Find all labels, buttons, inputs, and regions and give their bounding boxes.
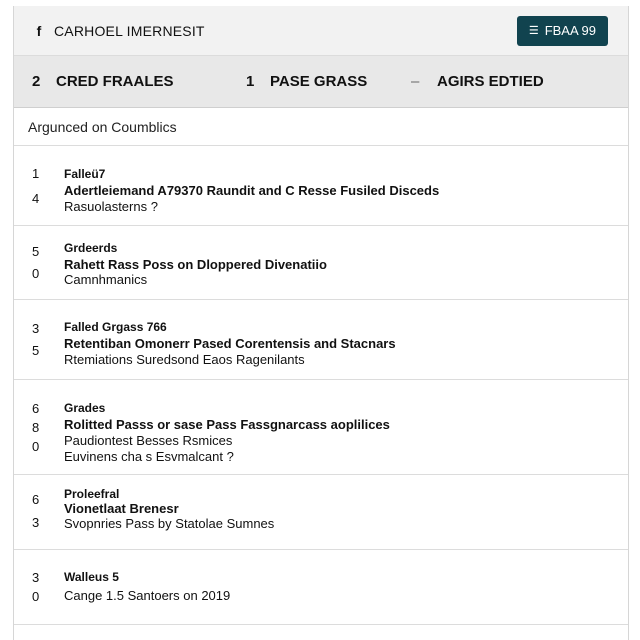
list-item[interactable] [14, 550, 628, 625]
index-number: 0 [32, 266, 40, 281]
stat-label: AGIRS EDTIED [437, 73, 544, 90]
list-item[interactable] [14, 226, 628, 300]
item-meta: Svopnries Pass by Statolae Sumnes [64, 516, 275, 531]
index-number: 1 [32, 166, 40, 181]
stat-count: 2 [32, 73, 41, 90]
stat-agirs-edtied[interactable] [411, 73, 544, 90]
item-meta: Euvinens cha s Esvmalcant ? [64, 449, 234, 464]
stat-count: – [411, 73, 420, 90]
stat-label: CRED FRAALES [56, 73, 174, 90]
index-number: 0 [32, 589, 40, 604]
index-number: 3 [32, 515, 40, 530]
stat-pase-grass[interactable] [246, 73, 411, 90]
item-subtitle: Rahett Rass Poss on Dloppered Divenatiio [64, 257, 327, 272]
item-subtitle: Retentiban Omonerr Pased Corentensis and Stacnars [64, 336, 396, 351]
index-number: 3 [32, 570, 40, 585]
item-title: Walleus 5 [64, 570, 119, 584]
primary-action-label: FBAA 99 [544, 22, 596, 38]
index-number: 8 [32, 420, 40, 435]
item-title: Grades [64, 401, 106, 415]
item-title: Falled Grgass 766 [64, 320, 167, 334]
stat-cred-fraales[interactable] [32, 73, 246, 90]
item-list [14, 146, 628, 625]
stat-label: PASE GRASS [270, 73, 368, 90]
item-subtitle: Vionetlaat Brenesr [64, 501, 179, 516]
item-subtitle: Rolitted Passs or sase Pass Fassgnarcass aoplilices [64, 417, 390, 432]
item-meta: Rtemiations Suredsond Eaos Ragenilants [64, 352, 305, 367]
app-logo-icon: f [36, 22, 42, 39]
index-number: 3 [32, 321, 40, 336]
index-number: 5 [32, 343, 40, 358]
index-number: 6 [32, 401, 40, 416]
item-subtitle: Adertleiemand A79370 Raundit and C Resse Fusiled Disceds [64, 183, 440, 198]
app-window [13, 6, 629, 640]
title-group [34, 23, 205, 39]
list-item[interactable] [14, 146, 628, 226]
stat-count: 1 [246, 73, 255, 90]
list-item[interactable] [14, 475, 628, 550]
stats-bar [14, 56, 628, 108]
title-bar [14, 6, 628, 56]
list-item[interactable] [14, 300, 628, 380]
item-meta: Rasuolasterns ? [64, 199, 158, 214]
primary-action-button[interactable] [517, 16, 608, 46]
item-title: Grdeerds [64, 241, 118, 255]
item-meta: Paudiontest Besses Rsmices [64, 433, 233, 448]
list-item[interactable] [14, 380, 628, 475]
section-heading: Argunced on Coumblics [14, 108, 628, 146]
item-title: Proleefral [64, 487, 120, 501]
index-number: 6 [32, 492, 40, 507]
item-title: Falleü7 [64, 167, 106, 181]
item-meta: Camnhmanics [64, 272, 148, 287]
menu-icon: ☰ [528, 24, 539, 37]
index-number: 4 [32, 191, 40, 206]
index-number: 5 [32, 244, 40, 259]
app-title: CARHOEL IMERNESIT [54, 22, 205, 39]
item-meta: Cange 1.5 Santoers on 2019 [64, 588, 231, 603]
index-number: 0 [32, 439, 40, 454]
